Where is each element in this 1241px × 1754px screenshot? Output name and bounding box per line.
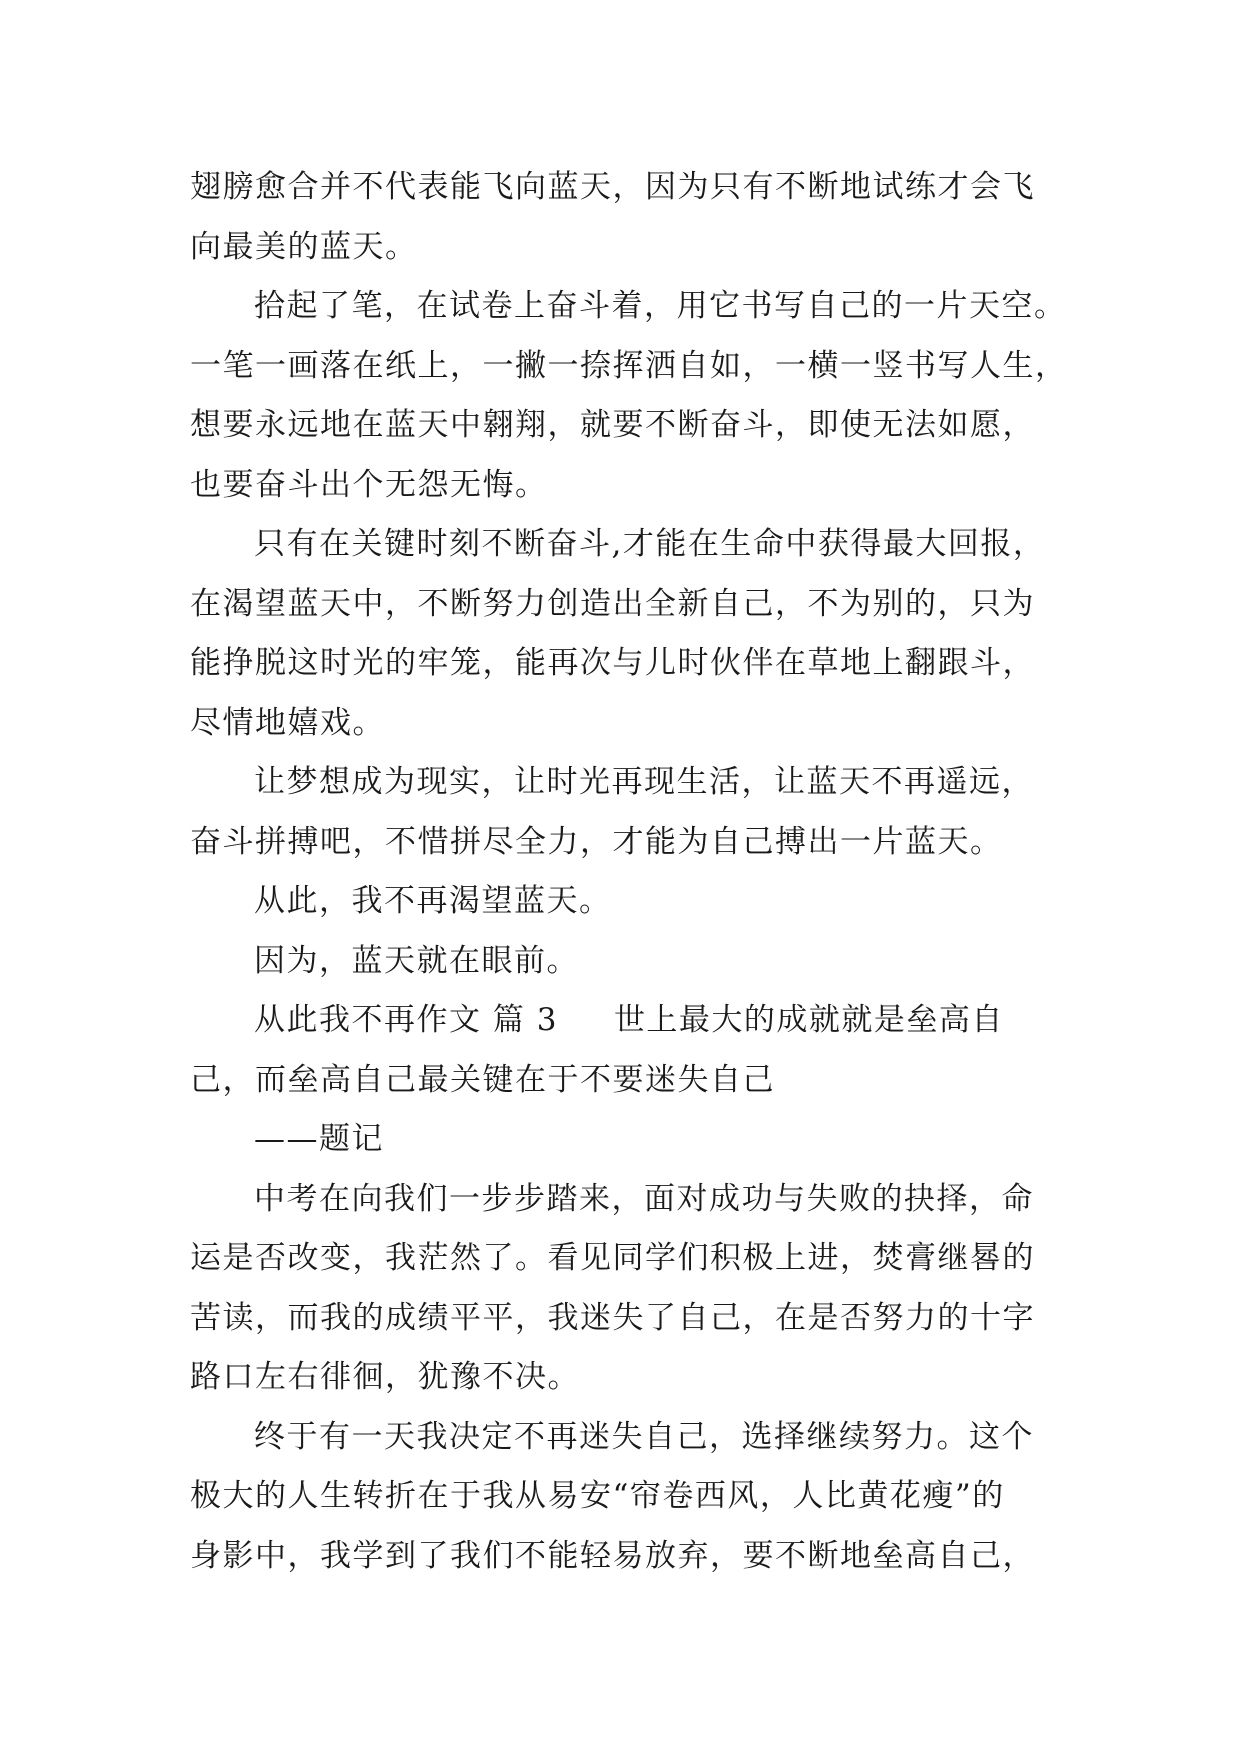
paragraph-start-line: 因为，蓝天就在眼前。 xyxy=(254,942,579,979)
essay-title: 从此我不再作文 篇 3 xyxy=(254,1002,558,1038)
paragraph-start-line: 拾起了笔，在试卷上奋斗着，用它书写自己的一片天空。 xyxy=(254,288,1067,324)
text-line: 身影中，我学到了我们不能轻易放弃，要不断地垒高自己， xyxy=(190,1537,1035,1574)
paragraph-start-line: 让梦想成为现实，让时光再现生活，让蓝天不再遥远， xyxy=(254,764,1034,800)
text-line: 能挣脱这时光的牢笼，能再次与儿时伙伴在草地上翻跟斗， xyxy=(190,645,1035,681)
paragraph-start-line: 终于有一天我决定不再迷失自己，选择继续努力。这个 xyxy=(254,1418,1034,1455)
text-line: 苦读，而我的成绩平平，我迷失了自己，在是否努力的十字 xyxy=(190,1299,1035,1336)
text-line: 一笔一画落在纸上，一撇一捺挥洒自如，一横一竖书写人生， xyxy=(190,347,1068,384)
text-line: 翅膀愈合并不代表能飞向蓝天，因为只有不断地试练才会飞 xyxy=(190,169,1035,205)
paragraph-start-line: 中考在向我们一步步踏来，面对成功与失败的抉择，命 xyxy=(254,1180,1034,1217)
epigraph-attribution: ——题记 xyxy=(254,1121,384,1157)
text-line: 路口左右徘徊，犹豫不决。 xyxy=(190,1359,580,1395)
text-line: 想要永远地在蓝天中翱翔，就要不断奋斗，即使无法如愿， xyxy=(190,407,1035,443)
text-line: 奋斗拼搏吧，不惜拼尽全力，才能为自己搏出一片蓝天。 xyxy=(190,823,1003,860)
paragraph-start-line: 只有在关键时刻不断奋斗,才能在生命中获得最大回报， xyxy=(254,526,1046,562)
text-line: 向最美的蓝天。 xyxy=(190,228,418,265)
text-line: 极大的人生转折在于我从易安“帘卷西风，人比黄花瘦”的 xyxy=(190,1478,1005,1514)
essay-opening-text: 世上最大的成就就是垒高自 xyxy=(613,1002,1004,1038)
text-line: 尽情地嬉戏。 xyxy=(190,704,385,741)
text-line: 也要奋斗出个无怨无悔。 xyxy=(190,466,548,503)
essay-heading-line xyxy=(190,991,1070,1051)
text-line: 己，而垒高自己最关键在于不要迷失自己 xyxy=(190,1061,775,1098)
text-line: 运是否改变，我茫然了。看见同学们积极上进，焚膏继晷的 xyxy=(190,1240,1035,1276)
document-body xyxy=(190,158,1070,1586)
paragraph-start-line: 从此，我不再渴望蓝天。 xyxy=(254,883,612,919)
text-line: 在渴望蓝天中，不断努力创造出全新自己，不为别的，只为 xyxy=(190,585,1035,622)
